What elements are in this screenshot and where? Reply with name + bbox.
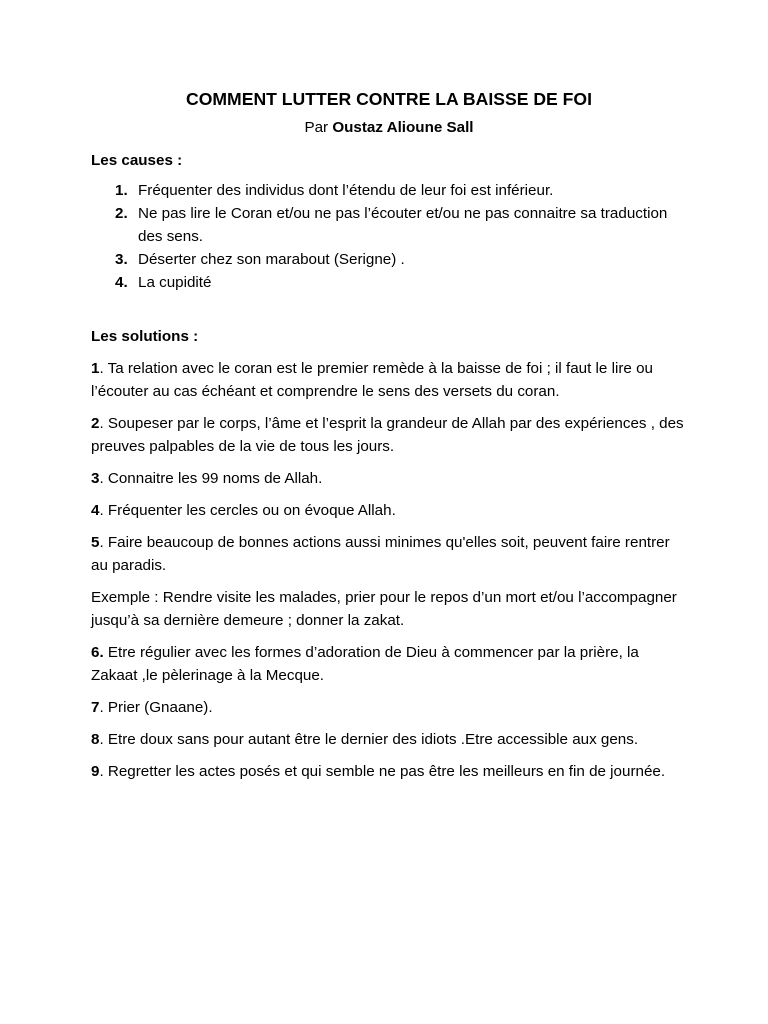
- byline: [91, 116, 687, 149]
- solution-text: Etre régulier avec les formes d’adoration de Dieu à commencer par la prière, la Zakaat ,le pèlerinage à la Mecque.: [91, 644, 639, 684]
- list-item-number: 2.: [115, 205, 128, 222]
- list-item-text: Fréquenter des individus dont l’étendu de leur foi est inférieur.: [138, 182, 554, 199]
- solution-paragraph: [91, 641, 687, 687]
- author-name: Oustaz Alioune Sall: [332, 119, 474, 136]
- solution-text: . Faire beaucoup de bonnes actions aussi minimes qu'elles soit, peuvent faire rentrer au paradis.: [91, 534, 670, 574]
- solutions-heading: Les solutions :: [91, 328, 199, 345]
- solution-number: 9: [91, 763, 100, 780]
- solution-paragraph: [91, 696, 687, 719]
- solution-text: . Regretter les actes posés et qui semble ne pas être les meilleurs en fin de journée.: [99, 763, 666, 780]
- list-item-text: Ne pas lire le Coran et/ou ne pas l’écouter et/ou ne pas connaitre sa traduction des sens.: [138, 205, 668, 245]
- solution-number: 6.: [91, 644, 104, 661]
- causes-list: [91, 179, 687, 294]
- list-item: [91, 202, 687, 248]
- solution-text: . Prier (Gnaane).: [99, 699, 213, 716]
- solution-paragraph: [91, 531, 687, 577]
- solution-paragraph: [91, 499, 687, 522]
- solution-paragraph: [91, 357, 687, 403]
- solution-number: 3: [91, 470, 100, 487]
- solution-text: . Ta relation avec le coran est le premier remède à la baisse de foi ; il faut le lire ou l’écouter au cas échéant et comprendre le sens des versets du coran.: [91, 360, 653, 400]
- solution-number: 7: [91, 699, 100, 716]
- solution-paragraph: [91, 412, 687, 458]
- list-item: [91, 248, 687, 271]
- solution-text: . Fréquenter les cercles ou on évoque Allah.: [99, 502, 396, 519]
- list-item-number: 4.: [115, 274, 128, 291]
- list-item: [91, 271, 687, 294]
- list-item-number: 3.: [115, 251, 128, 268]
- list-item: [91, 179, 687, 202]
- byline-prefix: Par: [304, 119, 333, 136]
- solution-number: 1: [91, 360, 100, 377]
- document-title: COMMENT LUTTER CONTRE LA BAISSE DE FOI: [186, 89, 592, 109]
- solution-paragraph: [91, 760, 687, 783]
- solution-text: . Soupeser par le corps, l’âme et l’esprit la grandeur de Allah par des expériences , des preuves palpables de la vie de tous les jours.: [91, 415, 684, 455]
- solution-number: 8: [91, 731, 100, 748]
- list-item-number: 1.: [115, 182, 128, 199]
- solution-text: . Etre doux sans pour autant être le dernier des idiots .Etre accessible aux gens.: [99, 731, 639, 748]
- causes-heading: Les causes :: [91, 152, 183, 169]
- solution-text: . Connaitre les 99 noms de Allah.: [99, 470, 323, 487]
- list-item-text: Déserter chez son marabout (Serigne) .: [138, 251, 405, 268]
- document-page: [91, 86, 687, 792]
- solution-paragraph: [91, 728, 687, 751]
- solution-number: 5: [91, 534, 100, 551]
- solution-paragraph: [91, 467, 687, 490]
- solution-number: 2: [91, 415, 100, 432]
- solution-number: 4: [91, 502, 100, 519]
- list-item-text: La cupidité: [138, 274, 212, 291]
- example-paragraph: Exemple : Rendre visite les malades, prier pour le repos d’un mort et/ou l’accompagner jusqu’à sa dernière demeure ; donner la zakat.: [91, 589, 677, 629]
